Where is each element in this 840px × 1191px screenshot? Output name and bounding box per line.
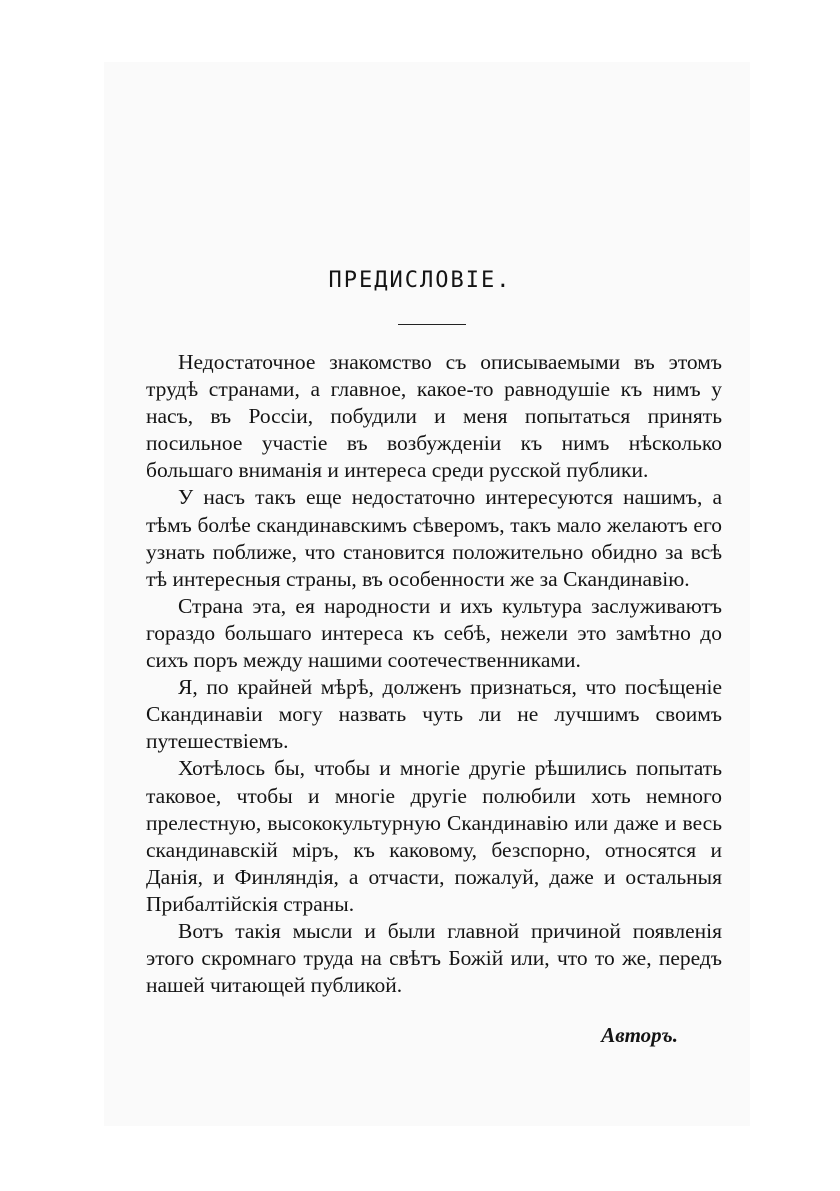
- page-title: ПРЕДИСЛОВІЕ.: [328, 268, 512, 293]
- author-signature: Авторъ.: [601, 1023, 678, 1047]
- preface-body: [146, 349, 722, 999]
- paragraph: Я, по крайней мѣрѣ, долженъ признаться, что посѣщеніе Скандинавіи могу назвать чуть ли не лучшимъ своимъ путешествіемъ.: [146, 675, 722, 754]
- paragraph: Недостаточное знакомство съ описываемыми въ этомъ трудѣ странами, а главное, какое-то равнодушіе къ нимъ у насъ, въ Россіи, побудили и меня попытаться принять посильное участіе въ возбужденіи къ нимъ нѣсколько большаго вниманія и интереса среди русской публики.: [146, 350, 722, 483]
- paragraph: Хотѣлось бы, чтобы и многіе другіе рѣшились попытать таковое, чтобы и многіе другіе полюбили хоть немного прелестную, высококультурную Скандинавію или даже и весь скандинавскій міръ, къ каковому, безспорно, относятся и Данія, и Финляндія, а отчасти, пожалуй, даже и остальныя Прибалтійскія страны.: [146, 756, 722, 916]
- paragraph: Страна эта, ея народности и ихъ культура заслуживаютъ гораздо большаго интереса къ себѣ, нежели это замѣтно до сихъ поръ между нашими соотечественниками.: [146, 593, 722, 673]
- paragraph: Вотъ такія мысли и были главной причиной появленія этого скромнаго труда на свѣтъ Божій или, что то же, передъ нашей читающей публикой.: [146, 918, 722, 998]
- title-divider: [398, 324, 466, 325]
- paragraph: У насъ такъ еще недостаточно интересуются нашимъ, а тѣмъ болѣе скандинавскимъ сѣверомъ, такъ мало желаютъ его узнать поближе, что становится положительно обидно за всѣ тѣ интересныя страны, въ особенности же за Скандинавію.: [146, 485, 722, 591]
